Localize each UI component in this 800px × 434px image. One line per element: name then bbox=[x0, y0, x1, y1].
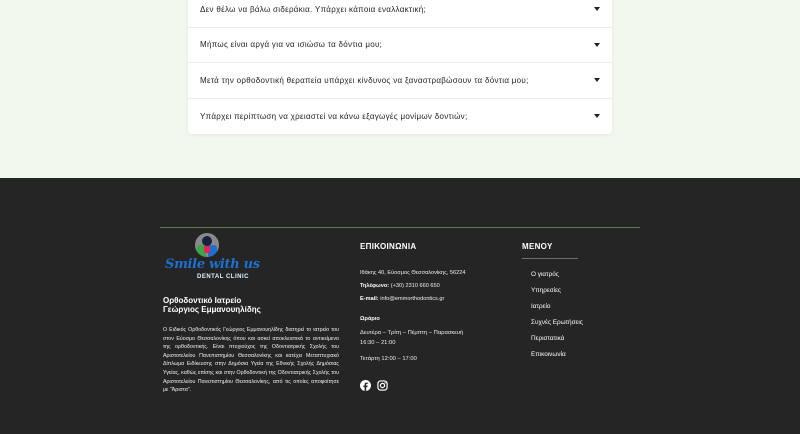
faq-item[interactable] bbox=[188, 0, 612, 28]
instagram-icon[interactable] bbox=[377, 380, 388, 391]
contact-heading: ΕΠΙΚΟΙΝΩΝΙΑ bbox=[360, 242, 417, 251]
faq-item[interactable] bbox=[188, 63, 612, 99]
menu-divider bbox=[522, 258, 578, 259]
faq-item[interactable] bbox=[188, 28, 612, 64]
footer-divider bbox=[160, 227, 640, 228]
footer-about-column bbox=[163, 233, 339, 395]
menu-item-contact[interactable]: Επικοινωνία bbox=[531, 351, 566, 358]
phone-label: Τηλέφωνο: bbox=[360, 283, 390, 289]
caret-down-icon bbox=[594, 7, 600, 11]
hours-days: Δευτέρα – Τρίτη – Πέμπτη – Παρασκευή bbox=[360, 330, 464, 336]
footer-menu-column bbox=[522, 242, 612, 365]
menu-item-cases[interactable]: Περιστατικά bbox=[531, 335, 565, 342]
footer-contact-column bbox=[360, 242, 510, 391]
clinic-title-line: Ορθοδοντικό Ιατρείο bbox=[163, 296, 242, 305]
faq-item[interactable] bbox=[188, 99, 612, 135]
clinic-title-line: Γεώργιος Εμμανουηλίδης bbox=[163, 305, 261, 314]
hours-time: 16:30 – 21:00 bbox=[360, 340, 396, 346]
caret-down-icon bbox=[594, 114, 600, 118]
email-value[interactable]: info@emmorthodontics.gr bbox=[380, 296, 445, 302]
contact-address: Ιθάκης 40, Εύοσμος Θεσσαλονίκης, 56224 bbox=[360, 270, 466, 276]
menu-item-faq[interactable]: Συχνές Ερωτήσεις bbox=[531, 319, 583, 326]
menu-item-clinic[interactable]: Ιατρείο bbox=[531, 303, 551, 310]
logo-subtitle: DENTAL CLINIC bbox=[197, 274, 249, 280]
menu-item-doctor[interactable]: Ο γιατρός bbox=[531, 271, 559, 278]
phone-value[interactable]: (+30) 2310 660 650 bbox=[390, 283, 440, 289]
faq-accordion bbox=[188, 0, 612, 134]
contact-details bbox=[360, 267, 510, 306]
faq-question: Μετά την ορθοδοντική θεραπεία υπάρχει κίνδυνος να ξαναστραβώσουν τα δόντια μου; bbox=[200, 75, 529, 85]
hours-wednesday: Τετάρτη 12:00 – 17:00 bbox=[360, 356, 417, 362]
clinic-description: Ο Ειδικός Ορθοδοντικός Γεώργιος Εμμανουηλίδης διατηρεί το ιατρείο του στον Εύοσμο Θεσσαλονίκης όπου και ασκεί αποκλειστικά το αντικείμενο της ορθοδοντικής. Είναι πτυχιούχος της Οδοντιατρικής Σχολής του Αριστοτελείου Πανεπιστημίου Θεσσαλονίκης και κατέχει Μεταπτυχιακό Δίπλωμα Ειδίκευσης στην Δημόσια Υγεία της Εθνικής Σχολής Δημόσιας Υγείας, καθώς επίσης και στην Ορθοδοντική της Οδοντιατρικής Σχολής του Αριστοτελείου Πανεπιστημίου Θεσσαλονίκης, από τις οποίες αποφοίτησε με "Άριστα". bbox=[163, 327, 339, 394]
clinic-title bbox=[163, 296, 339, 314]
caret-down-icon bbox=[594, 43, 600, 47]
faq-question: Μήπως είναι αργά για να ισιώσω τα δόντια μου; bbox=[200, 40, 383, 50]
clinic-logo[interactable] bbox=[163, 233, 260, 289]
facebook-icon[interactable] bbox=[360, 380, 371, 391]
footer-menu bbox=[522, 269, 612, 365]
email-label: E-mail: bbox=[360, 296, 379, 302]
menu-item-services[interactable]: Υπηρεσίες bbox=[531, 287, 562, 294]
contact-phone[interactable] bbox=[360, 280, 510, 293]
social-links bbox=[360, 380, 510, 391]
site-footer bbox=[0, 178, 800, 434]
faq-question: Υπάρχει περίπτωση να χρειαστεί να κάνω εξαγωγές μονίμων δοντιών; bbox=[200, 111, 468, 121]
logo-brand-text: Smile with us bbox=[165, 257, 260, 272]
hours-heading: Ωράριο bbox=[360, 316, 380, 322]
logo-emblem-icon bbox=[195, 233, 219, 257]
faq-question: Δεν θέλω να βάλω σιδεράκια. Υπάρχει κάποια εναλλακτική; bbox=[200, 4, 427, 14]
faq-section bbox=[0, 0, 800, 178]
caret-down-icon bbox=[594, 78, 600, 82]
contact-email[interactable] bbox=[360, 293, 510, 306]
opening-hours bbox=[360, 328, 510, 364]
menu-heading: ΜΕΝΟΥ bbox=[522, 242, 553, 251]
